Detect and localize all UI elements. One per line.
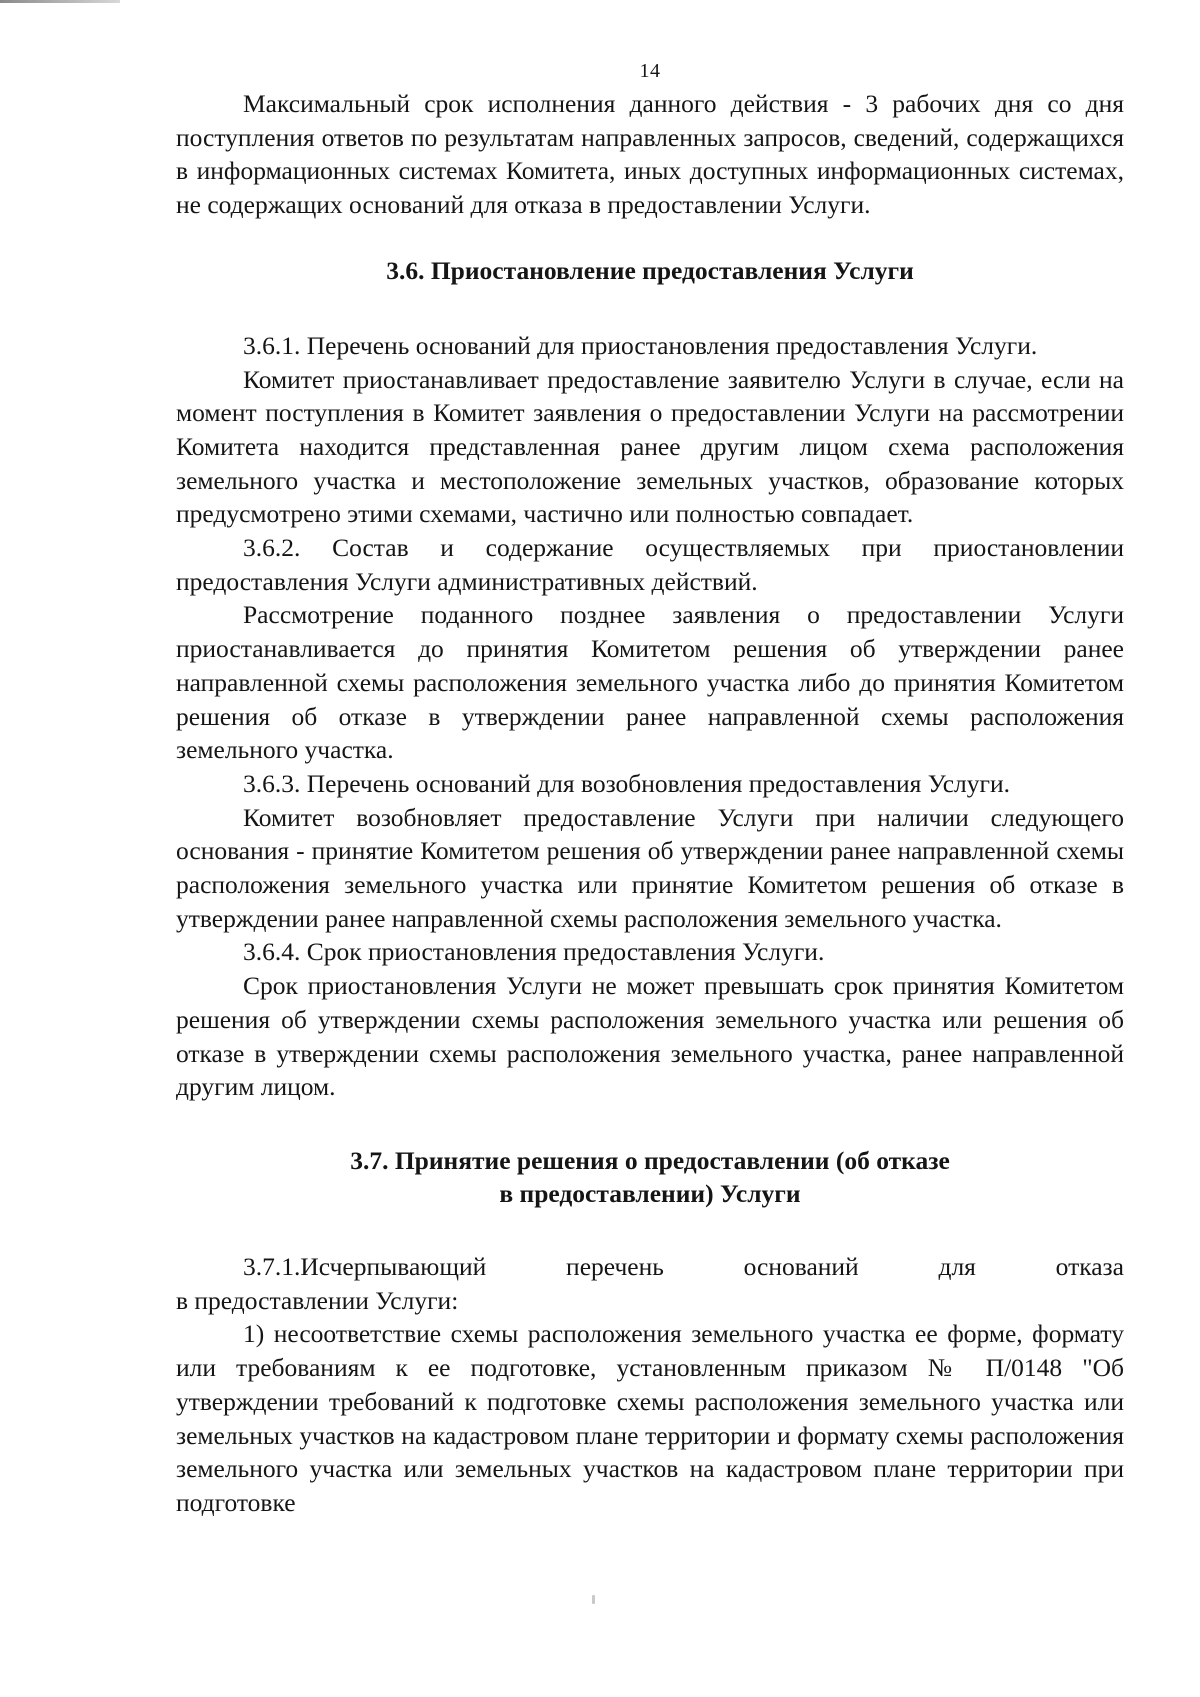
scan-edge-mark — [0, 0, 120, 3]
paragraph-resumption: Комитет возобновляет предоставление Услуги при наличии следующего основания - принятие Комитетом решения об утверждении ранее направленной схемы расположения земельного участка или принятие Комитетом решения об отказе в утверждении ранее направленной схемы расположения земельного участка. — [176, 802, 1124, 933]
word: перечень — [566, 1251, 664, 1281]
paragraph-3-6-3: 3.6.3. Перечень оснований для возобновления предоставления Услуги. — [243, 768, 1010, 798]
section-heading-3-7-line2: в предоставлении) Услуги — [499, 1178, 801, 1208]
paragraph-max-term: Максимальный срок исполнения данного действия - 3 рабочих дня со дня поступления ответов по результатам направленных запросов, сведений, содержащихся в информационных системах Комитета, иных доступных информационных системах, не содержащих оснований для отказа в предоставлении Услуги. — [176, 89, 1124, 220]
paragraph-3-6-4: 3.6.4. Срок приостановления предоставления Услуги. — [243, 937, 825, 967]
section-heading-3-6: 3.6. Приостановление предоставления Услуги — [386, 255, 914, 285]
paragraph-suspension-term: Срок приостановления Услуги не может превышать срок принятия Комитетом решения об утверждении схемы расположения земельного участка или решения об отказе в утверждении схемы расположения земельного участка, ранее направленной другим лицом. — [176, 971, 1124, 1102]
word: для — [938, 1251, 976, 1281]
paragraph-3-7-1-first-line — [176, 1250, 1124, 1284]
scan-speck — [592, 1595, 595, 1604]
section-heading-3-7 — [176, 1144, 1124, 1210]
list-item-1: 1) несоответствие схемы расположения земельного участка ее форме, формату или требованиям к ее подготовке, установленным приказом № П/0148 "Об утверждении требований к подготовке схемы расположения земельного участка или земельных участков на кадастровом плане территории и формату схемы расположения земельного участка или земельных участков на кадастровом плане территории при подготовке — [176, 1319, 1124, 1517]
document-page — [176, 60, 1124, 1520]
paragraph-3-6-1: 3.6.1. Перечень оснований для приостановления предоставления Услуги. — [243, 330, 1038, 360]
paragraph-3-7-1-continuation: в предоставлении Услуги: — [176, 1285, 459, 1315]
paragraph-3-6-2: 3.6.2. Состав и содержание осуществляемых при приостановлении предоставления Услуги административных действий. — [176, 533, 1124, 596]
word: оснований — [743, 1251, 859, 1281]
word: отказа — [1055, 1251, 1124, 1281]
paragraph-suspension-case: Комитет приостанавливает предоставление заявителю Услуги в случае, если на момент поступления в Комитет заявления о предоставлении Услуги на рассмотрении Комитета находится представленная ранее другим лицом схема расположения земельного участка и местоположение земельных участков, образование которых предусмотрено этими схемами, частично или полностью совпадает. — [176, 364, 1124, 529]
word: 3.7.1.Исчерпывающий — [243, 1251, 487, 1281]
section-heading-3-7-line1: 3.7. Принятие решения о предоставлении (об отказе — [350, 1145, 950, 1175]
page-number: 14 — [639, 60, 661, 82]
paragraph-consideration: Рассмотрение поданного позднее заявления о предоставлении Услуги приостанавливается до принятия Комитетом решения об утверждении ранее направленной схемы расположения земельного участка либо до принятия Комитетом решения об отказе в утверждении ранее направленной схемы расположения земельного участка. — [176, 600, 1124, 765]
